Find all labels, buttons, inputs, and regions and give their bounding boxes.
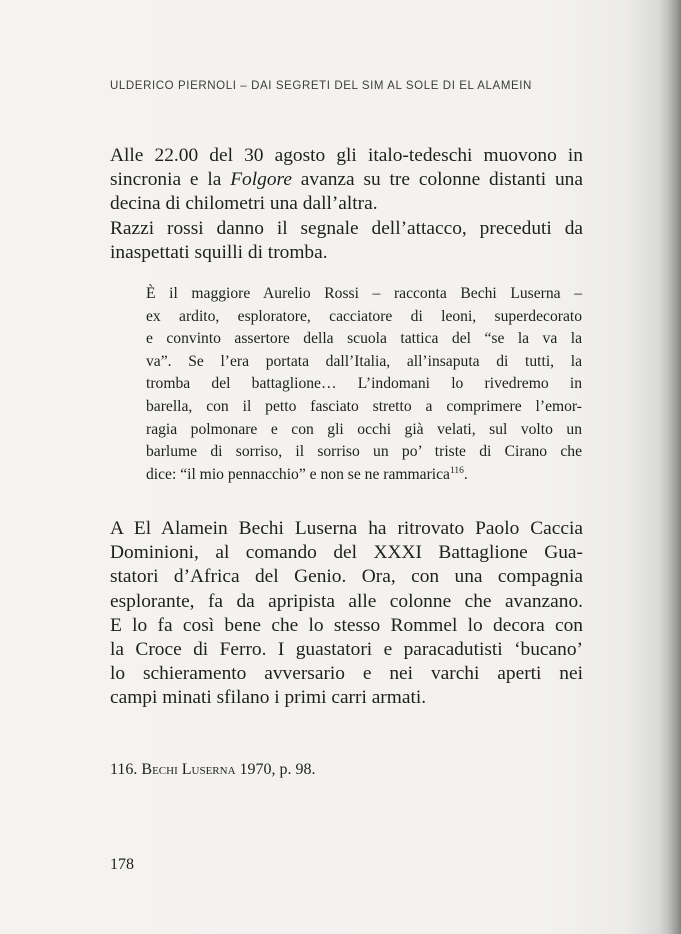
page-edge-shadow xyxy=(659,0,681,934)
paragraph-3-line-1: A El Alamein Bechi Luserna ha ritrovato Paolo Caccia xyxy=(110,518,583,539)
block-quote xyxy=(146,283,582,486)
paragraph-1-line-1: Alle 22.00 del 30 agosto gli italo-tedeschi muovono in xyxy=(110,145,583,166)
paragraph-1-line-2-post: avanza su tre colonne distanti una xyxy=(291,169,583,191)
paragraph-3-line-4: esplorante, fa da apripista alle colonne che avanzano. xyxy=(110,590,583,612)
paragraph-3-line-3: statori d’Africa del Genio. Ora, con una compagnia xyxy=(110,566,583,588)
running-header: ULDERICO PIERNOLI – DAI SEGRETI DEL SIM AL SOLE DI EL ALAMEIN xyxy=(110,80,532,92)
quote-line-2: ex ardito, esploratore, cacciatore di leoni, superdecorato xyxy=(146,307,582,325)
quote-line-8: barlume di sorriso, il sorriso un po’ triste di Cirano che xyxy=(146,443,582,461)
quote-line-9-end: . xyxy=(463,465,468,483)
paragraph-3-line-2: Dominioni, al comando del XXXI Battaglione Gua- xyxy=(110,542,583,564)
paragraph-3-line-7: lo schieramento avversario e nei varchi aperti nei xyxy=(110,663,583,685)
paragraph-3-line-6: la Croce di Ferro. I guastatori e paracadutisti ‘bucano’ xyxy=(110,639,583,661)
footnote-reference[interactable]: 116 xyxy=(449,465,464,476)
quote-line-4: va”. Se l’era portata dall’Italia, all’insaputa di tutti, la xyxy=(146,352,582,370)
paragraph-1 xyxy=(110,144,583,265)
paragraph-1-line-2-pre: sincronia e la xyxy=(110,169,231,191)
quote-line-6: barella, con il petto fasciato stretto a comprimere l’emor- xyxy=(146,397,582,415)
folgore-italic: Folgore xyxy=(230,169,292,191)
footnote-citation: 1970, p. 98. xyxy=(235,761,316,778)
quote-line-5: tromba del battaglione… L’indomani lo rivedremo in xyxy=(146,375,582,393)
paragraph-1-line-3: decina di chilometri una dall’altra. xyxy=(110,193,378,215)
quote-line-9 xyxy=(146,464,582,487)
quote-line-1: È il maggiore Aurelio Rossi – racconta Bechi Luserna – xyxy=(146,285,582,302)
paragraph-1-line-5: inaspettati squilli di tromba. xyxy=(110,241,328,263)
footnote xyxy=(110,760,316,780)
quote-line-9-text: dice: “il mio pennacchio” e non se ne rammarica xyxy=(146,465,450,483)
footnote-number: 116. xyxy=(110,761,138,778)
paragraph-1-line-4: Razzi rossi danno il segnale dell’attacco, preceduti da xyxy=(110,217,583,239)
page-number: 178 xyxy=(110,856,134,873)
paragraph-3-line-5: E lo fa così bene che lo stesso Rommel lo decora con xyxy=(110,614,583,636)
quote-line-3: e convinto assertore della scuola tattica del “se la va la xyxy=(146,330,582,348)
paragraph-3-line-8: campi minati sfilano i primi carri armati. xyxy=(110,687,427,709)
footnote-author: Bechi Luserna xyxy=(141,761,236,778)
paragraph-3 xyxy=(110,517,583,711)
paragraph-1-line-2 xyxy=(110,168,583,192)
quote-line-7: ragia polmonare e con gli occhi già velati, sul volto un xyxy=(146,420,582,438)
